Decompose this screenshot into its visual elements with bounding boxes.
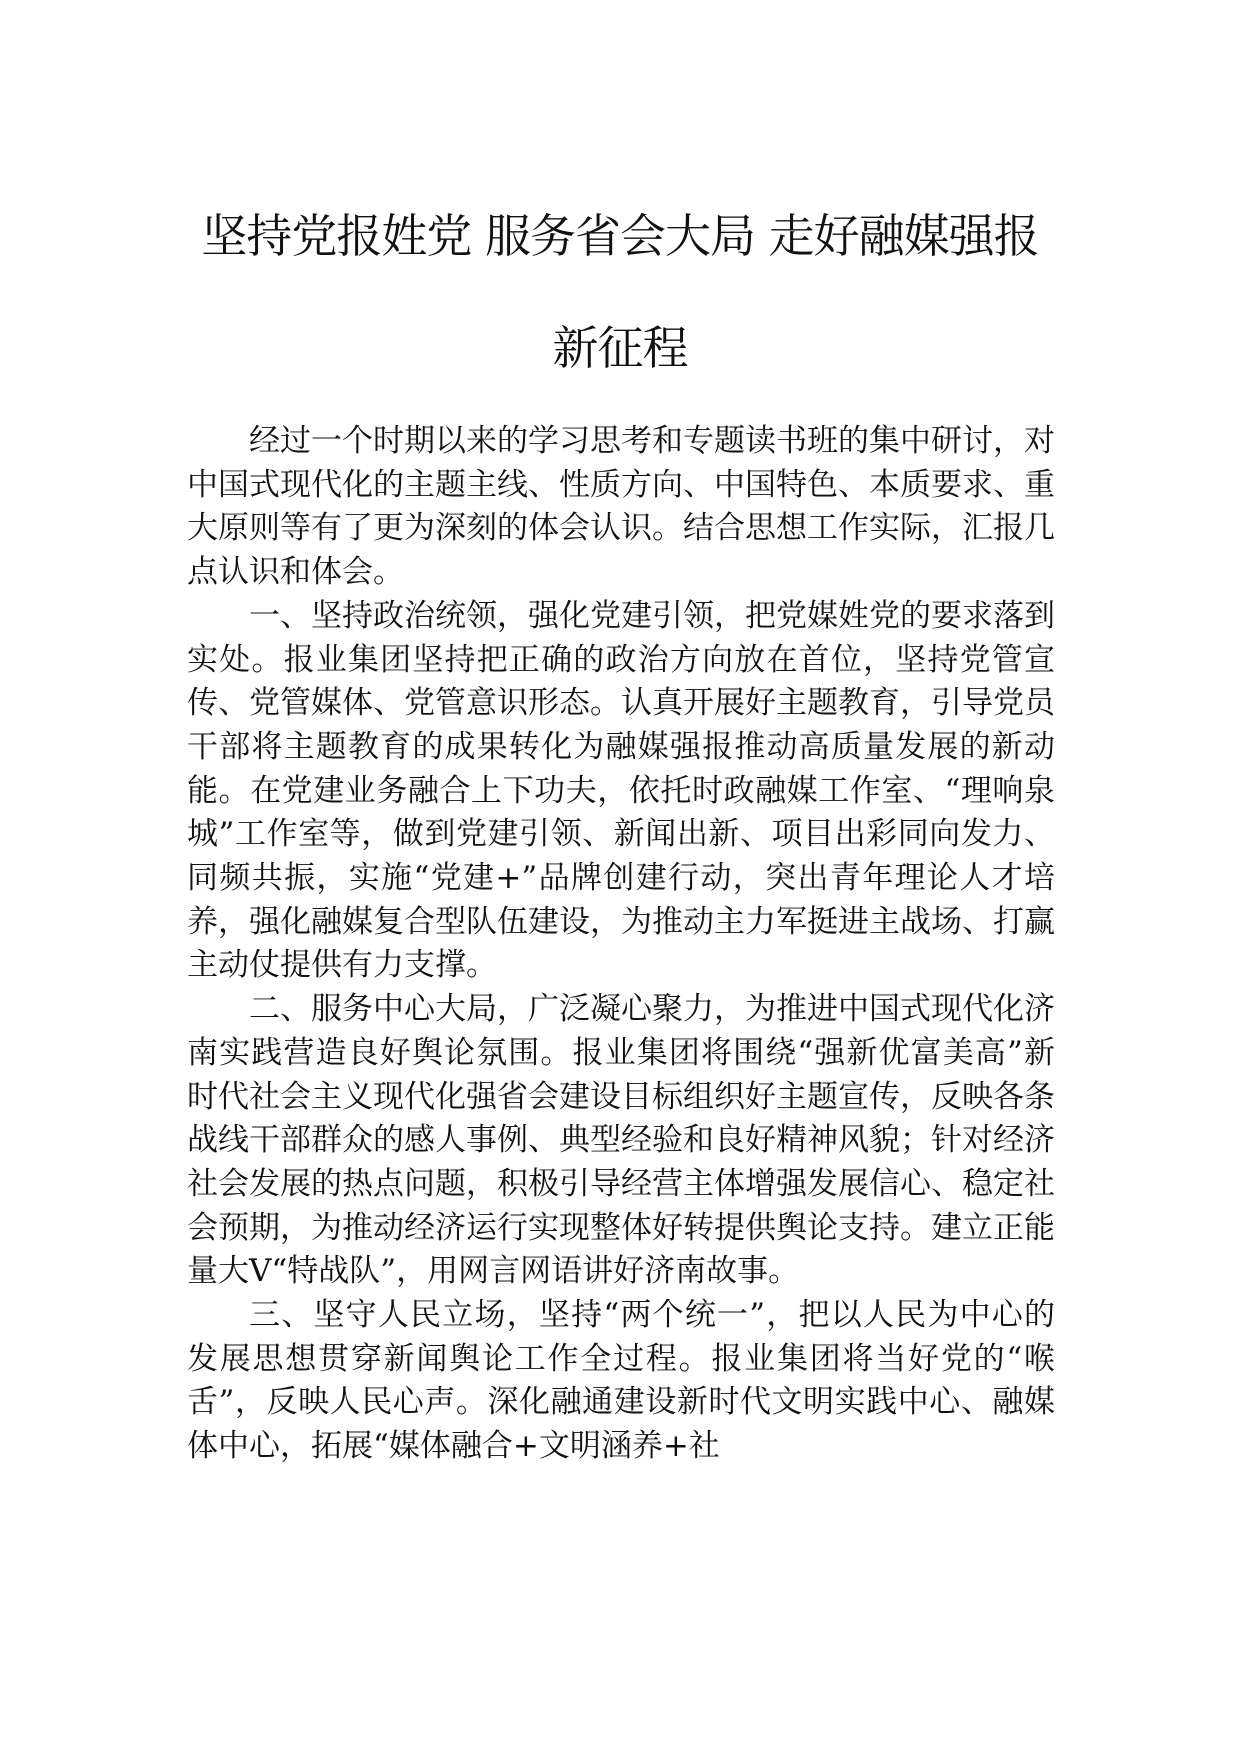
- paragraph-section-3: 三、坚守人民立场，坚持“两个统一”，把以人民为中心的发展思想贯穿新闻舆论工作全过程。报业集团将当好党的“喉舌”，反映人民心声。深化融通建设新时代文明实践中心、融媒体中心，拓展“媒体融合+文明涵养+社: [187, 1297, 1055, 1465]
- paragraph-section-2: 二、服务中心大局，广泛凝心聚力，为推进中国式现代化济南实践营造良好舆论氛围。报业集团将围绕“强新优富美高”新时代社会主义现代化强省会建设目标组织好主题宣传，反映各条战线干部群众的感人事例、典型经验和良好精神风貌；针对经济社会发展的热点问题，积极引导经营主体增强发展信心、稳定社会预期，为推动经济运行实现整体好转提供舆论支持。建立正能量大V“特战队”，用网言网语讲好济南故事。: [187, 991, 1055, 1290]
- paragraph-section-1: 一、坚持政治统领，强化党建引领，把党媒姓党的要求落到实处。报业集团坚持把正确的政治方向放在首位，坚持党管宣传、党管媒体、党管意识形态。认真开展好主题教育，引导党员干部将主题教育的成果转化为融媒强报推动高质量发展的新动能。在党建业务融合上下功夫，依托时政融媒工作室、“理响泉城”工作室等，做到党建引领、新闻出新、项目出彩同向发力、同频共振，实施“党建+”品牌创建行动，突出青年理论人才培养，强化融媒复合型队伍建设，为推动主力军挺进主战场、打赢主动仗提供有力支撑。: [187, 597, 1055, 984]
- document-title: [140, 180, 1100, 404]
- paragraph-intro: 经过一个时期以来的学习思考和专题读书班的集中研讨，对中国式现代化的主题主线、性质方向、中国特色、本质要求、重大原则等有了更为深刻的体会认识。结合思想工作实际，汇报几点认识和体会。: [187, 423, 1055, 591]
- title-line-2: 新征程: [552, 321, 688, 375]
- title-line-1: 坚持党报姓党 服务省会大局 走好融媒强报: [201, 209, 1039, 263]
- document-body: [187, 420, 1055, 1469]
